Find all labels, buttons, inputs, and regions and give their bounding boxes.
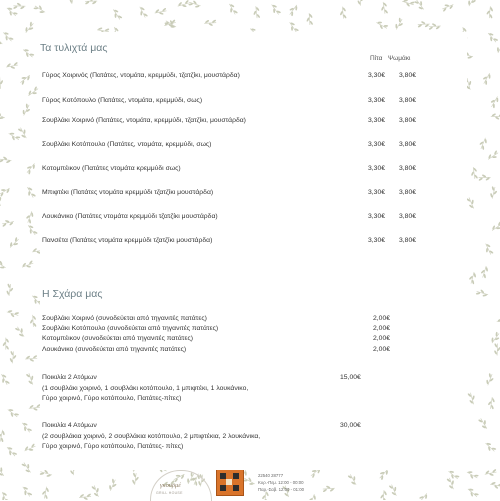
wrap-item-price-pita: 3,30€	[368, 117, 385, 124]
leaf-sprig-icon	[494, 343, 500, 356]
leaf-sprig-icon	[188, 0, 202, 9]
leaf-sprig-icon	[85, 0, 97, 5]
leaf-sprig-icon	[8, 236, 22, 250]
leaf-sprig-icon	[428, 22, 441, 30]
leaf-sprig-icon	[481, 71, 493, 85]
wrap-item-price-psomaki: 3,80€	[399, 237, 416, 244]
leaf-sprig-icon	[25, 372, 36, 386]
leaf-sprig-icon	[475, 288, 489, 298]
grill-item-name: Σουβλάκι Χοιρινό (συνοδεύεται από τηγανιτές πατάτες)	[42, 315, 207, 322]
wrap-item-price-psomaki: 3,80€	[399, 141, 416, 148]
combo-description-line: (2 σουβλάκια χοιρινό, 2 σουβλάκια κοτόπουλο, 2 μπιφτέκια, 2 λουκάνικα,	[42, 433, 260, 440]
leaf-sprig-icon	[478, 174, 491, 181]
leaf-sprig-icon	[1, 30, 15, 44]
leaf-sprig-icon	[488, 95, 500, 109]
leaf-sprig-icon	[269, 3, 282, 17]
leaf-sprig-icon	[252, 6, 260, 19]
leaf-sprig-icon	[485, 373, 496, 387]
wrap-item-price-pita: 3,30€	[368, 189, 385, 196]
grill-item-name: Λουκάνικο (συνοδεύεται από τηγανιτές πατάτες)	[42, 346, 186, 353]
leaf-sprig-icon	[497, 318, 500, 326]
leaf-sprig-icon	[0, 185, 11, 197]
combo-title: Ποικιλία 4 Ατόμων	[42, 422, 97, 429]
leaf-sprig-icon	[0, 33, 5, 47]
leaf-sprig-icon	[1, 218, 14, 227]
wrap-item-name: Γύρος Κοτόπουλο (Πατάτες, ντομάτα, κρεμμύδι, σως)	[42, 97, 202, 104]
wrap-item-price-psomaki: 3,80€	[399, 213, 416, 220]
leaf-sprig-icon	[495, 40, 500, 54]
leaf-sprig-icon	[490, 221, 500, 234]
leaf-sprig-icon	[25, 223, 38, 237]
leaf-sprig-icon	[21, 103, 33, 117]
leaf-sprig-icon	[14, 325, 27, 339]
wrap-item-price-pita: 3,30€	[368, 97, 385, 104]
leaf-sprig-icon	[23, 443, 37, 454]
wrap-item-price-psomaki: 3,80€	[399, 72, 416, 79]
leaf-sprig-icon	[20, 421, 33, 435]
combo-price: 15,00€	[340, 374, 361, 381]
leaf-sprig-icon	[468, 271, 478, 285]
wrap-item-name: Σουβλάκι Χοιρινό (Πατάτες, ντομάτα, κρεμμύδι, τζατζίκι, μουστάρδα)	[42, 117, 246, 124]
leaf-sprig-icon	[466, 196, 477, 210]
wrap-item-price-psomaki: 3,80€	[399, 165, 416, 172]
leaf-sprig-icon	[110, 8, 123, 22]
grill-item-name: Σουβλάκι Κοτόπουλο (συνοδεύεται από τηγανιτές πατάτες)	[42, 325, 218, 332]
leaf-sprig-icon	[33, 3, 47, 15]
leaf-sprig-icon	[467, 391, 477, 405]
leaf-sprig-icon	[491, 113, 500, 120]
leaf-sprig-icon	[24, 210, 35, 224]
opening-hours-weekdays: Κυρ.-Πεμ. 12:00 - 00:00	[258, 480, 304, 485]
leaf-sprig-icon	[441, 1, 455, 12]
wrap-item-name: Πανσέτα (Πατάτες ντομάτα κρεμμύδι τζατζίκι μουστάρδα)	[42, 237, 212, 244]
leaf-sprig-icon	[357, 0, 365, 6]
leaf-sprig-icon	[164, 18, 178, 30]
leaf-sprig-icon	[4, 445, 17, 459]
leaf-sprig-icon	[479, 265, 489, 279]
menu-card	[40, 32, 467, 470]
leaf-sprig-icon	[0, 76, 4, 89]
restaurant-logo-subtext: GRILL HOUSE	[156, 491, 183, 495]
opening-hours-weekend: Παρ.-Σαβ. 12:00 - 01:00	[258, 487, 304, 492]
wraps-section-title: Τα τυλιχτά μας	[40, 42, 107, 54]
leaf-sprig-icon	[306, 13, 314, 26]
leaf-sprig-icon	[6, 62, 19, 71]
leaf-sprig-icon	[13, 2, 26, 9]
leaf-sprig-icon	[6, 407, 20, 420]
leaf-sprig-icon	[487, 397, 496, 410]
wrap-item-price-psomaki: 3,80€	[399, 189, 416, 196]
leaf-sprig-icon	[478, 136, 489, 150]
wrap-item-price-psomaki: 3,80€	[399, 117, 416, 124]
leaf-sprig-icon	[2, 338, 9, 350]
column-header-pita: Πίτα	[370, 55, 382, 62]
leaf-sprig-icon	[226, 2, 238, 16]
grill-item-price: 2,00€	[373, 315, 390, 322]
leaf-sprig-icon	[380, 1, 389, 14]
leaf-sprig-icon	[24, 161, 37, 175]
grill-item-price: 2,00€	[373, 325, 390, 332]
leaf-sprig-icon	[287, 3, 300, 17]
leaf-sprig-icon	[25, 355, 38, 363]
leaf-sprig-icon	[7, 130, 21, 142]
grill-item-name: Κοτομπέικον (συνοδεύεται από τηγανιτές πατάτες)	[42, 335, 193, 342]
leaf-sprig-icon	[0, 429, 6, 442]
grill-item-price: 2,00€	[373, 335, 390, 342]
column-header-psomaki: Ψωμάκι	[388, 55, 410, 62]
contact-phone: 22540 28777	[258, 473, 283, 478]
leaf-sprig-icon	[486, 150, 500, 163]
leaf-sprig-icon	[26, 86, 40, 99]
leaf-sprig-icon	[483, 441, 497, 455]
grill-section-title: Η Σχάρα μας	[42, 288, 102, 300]
wrap-item-name: Λουκάνικο (Πατάτες ντομάτα κρεμμύδι τζατζίκι μουστάρδα)	[42, 213, 218, 220]
leaf-sprig-icon	[414, 0, 427, 12]
grill-item-price: 2,00€	[373, 346, 390, 353]
leaf-sprig-icon	[29, 315, 37, 328]
leaf-sprig-icon	[489, 186, 499, 200]
leaf-sprig-icon	[478, 416, 490, 430]
leaf-sprig-icon	[204, 19, 217, 27]
leaf-sprig-icon	[466, 0, 478, 8]
leaf-sprig-icon	[18, 72, 32, 85]
leaf-sprig-icon	[6, 283, 15, 296]
leaf-sprig-icon	[68, 0, 77, 5]
leaf-sprig-icon	[470, 167, 479, 180]
wrap-item-name: Κοτομπέικον (Πατάτες ντομάτα κρεμμύδι σως)	[42, 165, 181, 172]
wrap-item-price-pita: 3,30€	[368, 141, 385, 148]
wrap-item-price-psomaki: 3,80€	[399, 97, 416, 104]
leaf-sprig-icon	[489, 331, 500, 345]
leaf-sprig-icon	[486, 6, 494, 19]
wrap-item-price-pita: 3,30€	[368, 237, 385, 244]
restaurant-logo-text: γκουρμέ	[160, 482, 181, 489]
combo-price: 30,00€	[340, 422, 361, 429]
leaf-sprig-icon	[401, 0, 415, 8]
leaf-sprig-icon	[485, 31, 498, 45]
combo-description-line: Γύρο χοιρινό, Γύρο κοτόπουλο, Πατάτες- πίτες)	[42, 443, 183, 450]
leaf-sprig-icon	[339, 6, 347, 19]
leaf-sprig-icon	[0, 373, 10, 387]
leaf-sprig-icon	[21, 260, 35, 271]
leaf-sprig-icon	[137, 5, 149, 19]
leaf-sprig-icon	[9, 351, 17, 364]
leaf-sprig-icon	[154, 7, 167, 16]
leaf-sprig-icon	[375, 19, 389, 31]
leaf-sprig-icon	[23, 21, 36, 35]
leaf-sprig-icon	[24, 185, 36, 199]
wrap-item-name: Γύρος Χοιρινός (Πατάτες, ντομάτα, κρεμμύδι, τζατζίκι, μουστάρδα)	[42, 72, 240, 79]
combo-title: Ποικιλία 2 Ατόμων	[42, 374, 97, 381]
wrap-item-price-pita: 3,30€	[368, 165, 385, 172]
leaf-sprig-icon	[0, 156, 12, 164]
combo-description-line: Γύρο χοιρινό, Γύρο κοτόπουλο, Πατάτες-πίτες)	[42, 395, 181, 402]
leaf-sprig-icon	[6, 309, 20, 319]
leaf-sprig-icon	[0, 258, 7, 271]
leaf-sprig-icon	[483, 242, 495, 256]
wrap-item-name: Σουβλάκι Κοτόπουλο (Πατάτες, ντομάτα, κρεμμύδι, σως)	[42, 141, 211, 148]
combo-description-line: (1 σουβλάκι χοιρινό, 1 σουβλάκι κοτόπουλο, 1 μπιφτέκι, 1 λουκάνικο,	[42, 385, 248, 392]
wrap-item-price-pita: 3,30€	[368, 213, 385, 220]
leaf-sprig-icon	[21, 47, 35, 60]
leaf-sprig-icon	[0, 110, 6, 121]
footer	[0, 462, 500, 500]
wrap-item-price-pita: 3,30€	[368, 72, 385, 79]
leaf-sprig-icon	[417, 21, 430, 28]
wrap-item-name: Μπιφτέκι (Πατάτες ντομάτα κρεμμύδι τζατζίκι μουστάρδα)	[42, 189, 213, 196]
leaf-sprig-icon	[393, 17, 405, 31]
